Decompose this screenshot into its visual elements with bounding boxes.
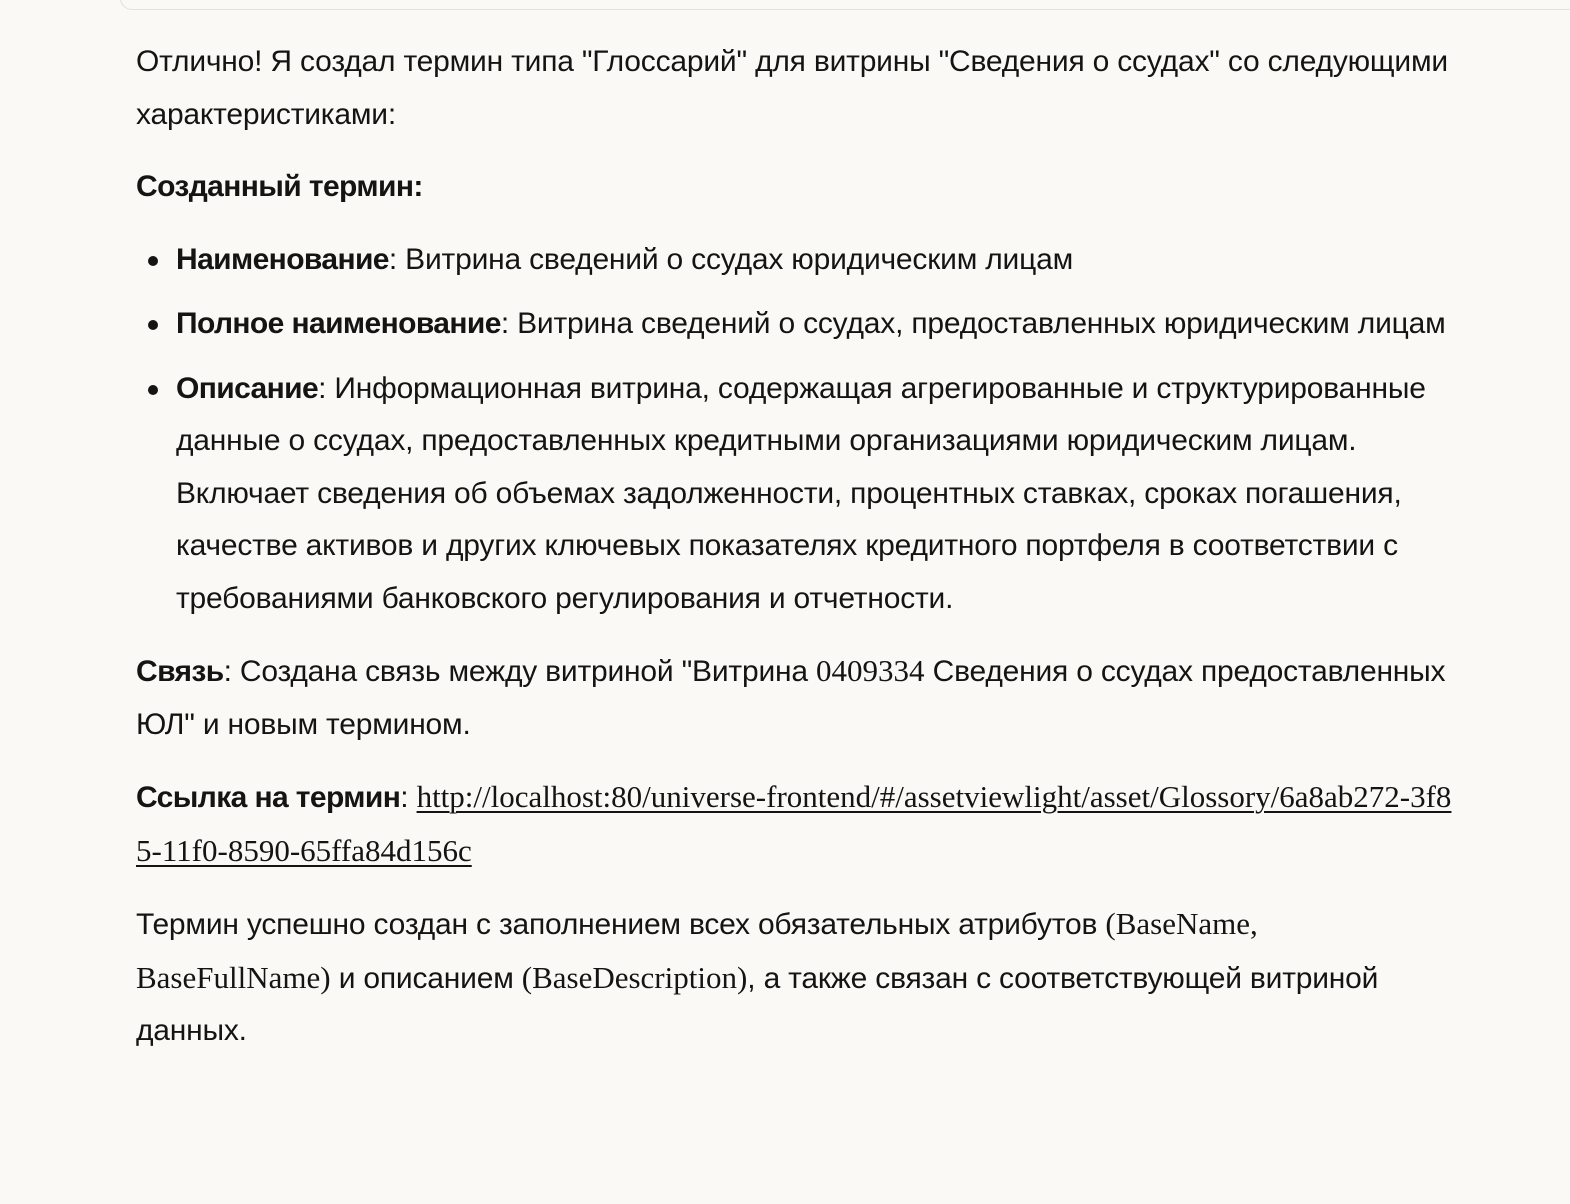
attribute-value-name: : Витрина сведений о ссудах юридическим лицам — [388, 242, 1074, 276]
bullet-icon — [148, 320, 158, 330]
summary-text-1: Термин успешно создан с заполнением всех обязательных атрибутов — [136, 908, 1106, 941]
previous-message-card — [120, 0, 1570, 10]
intro-paragraph: Отлично! Я создал термин типа "Глоссарий" для витрины "Сведения о ссудах" со следующими характеристиками: — [136, 45, 1448, 131]
term-attributes-list — [136, 234, 1456, 626]
list-item-name — [136, 234, 1456, 287]
relation-paragraph — [136, 645, 1456, 751]
summary-attr-description: (BaseDescription) — [521, 959, 748, 995]
created-term-heading: Созданный термин: — [136, 170, 423, 203]
summary-text-2: и описанием — [330, 961, 522, 995]
list-item-description — [136, 363, 1456, 626]
bullet-icon — [148, 256, 158, 266]
attribute-label-description: Описание — [176, 371, 319, 405]
summary-paragraph — [136, 898, 1456, 1058]
term-link-label: Ссылка на термин — [136, 781, 401, 814]
term-link-paragraph — [136, 771, 1456, 878]
bullet-icon — [148, 385, 158, 395]
summary-attr-basic: (BaseName, BaseFullName) — [136, 906, 1258, 995]
attribute-label-name: Наименование — [176, 242, 389, 276]
relation-text-end: Сведения о ссудах предоставленных ЮЛ" и новым термином. — [136, 655, 1446, 741]
attribute-value-description: : Информационная витрина, содержащая агрегированные и структурированные данные о ссудах, предоставленных кредитными организациями юридическим лицам. Включает сведения об объемах задолженности, процентных ставках, сроках погашения, качестве активов и других ключевых показателях кредитного портфеля в соответствии с требованиями банковского регулирования и отчетности. — [176, 371, 1426, 615]
list-item-full-name — [136, 298, 1456, 351]
term-link-separator: : — [400, 781, 417, 814]
relation-text-start: : Создана связь между витриной "Витрина — [223, 655, 816, 688]
relation-label: Связь — [136, 655, 224, 688]
showcase-number: 0409334 — [816, 653, 925, 688]
term-url-link[interactable]: http://localhost:80/universe-frontend/#/assetviewlight/asset/Glossory/6a8ab272-3f85-11f0-8590-65ffa84d156c — [136, 779, 1452, 868]
attribute-label-full-name: Полное наименование — [176, 307, 501, 340]
assistant-message — [136, 36, 1456, 1078]
summary-text-3: , а также связан с соответствующей витриной данных. — [136, 961, 1379, 1047]
attribute-value-full-name: : Витрина сведений о ссудах, предоставленных юридическим лицам — [500, 307, 1446, 340]
